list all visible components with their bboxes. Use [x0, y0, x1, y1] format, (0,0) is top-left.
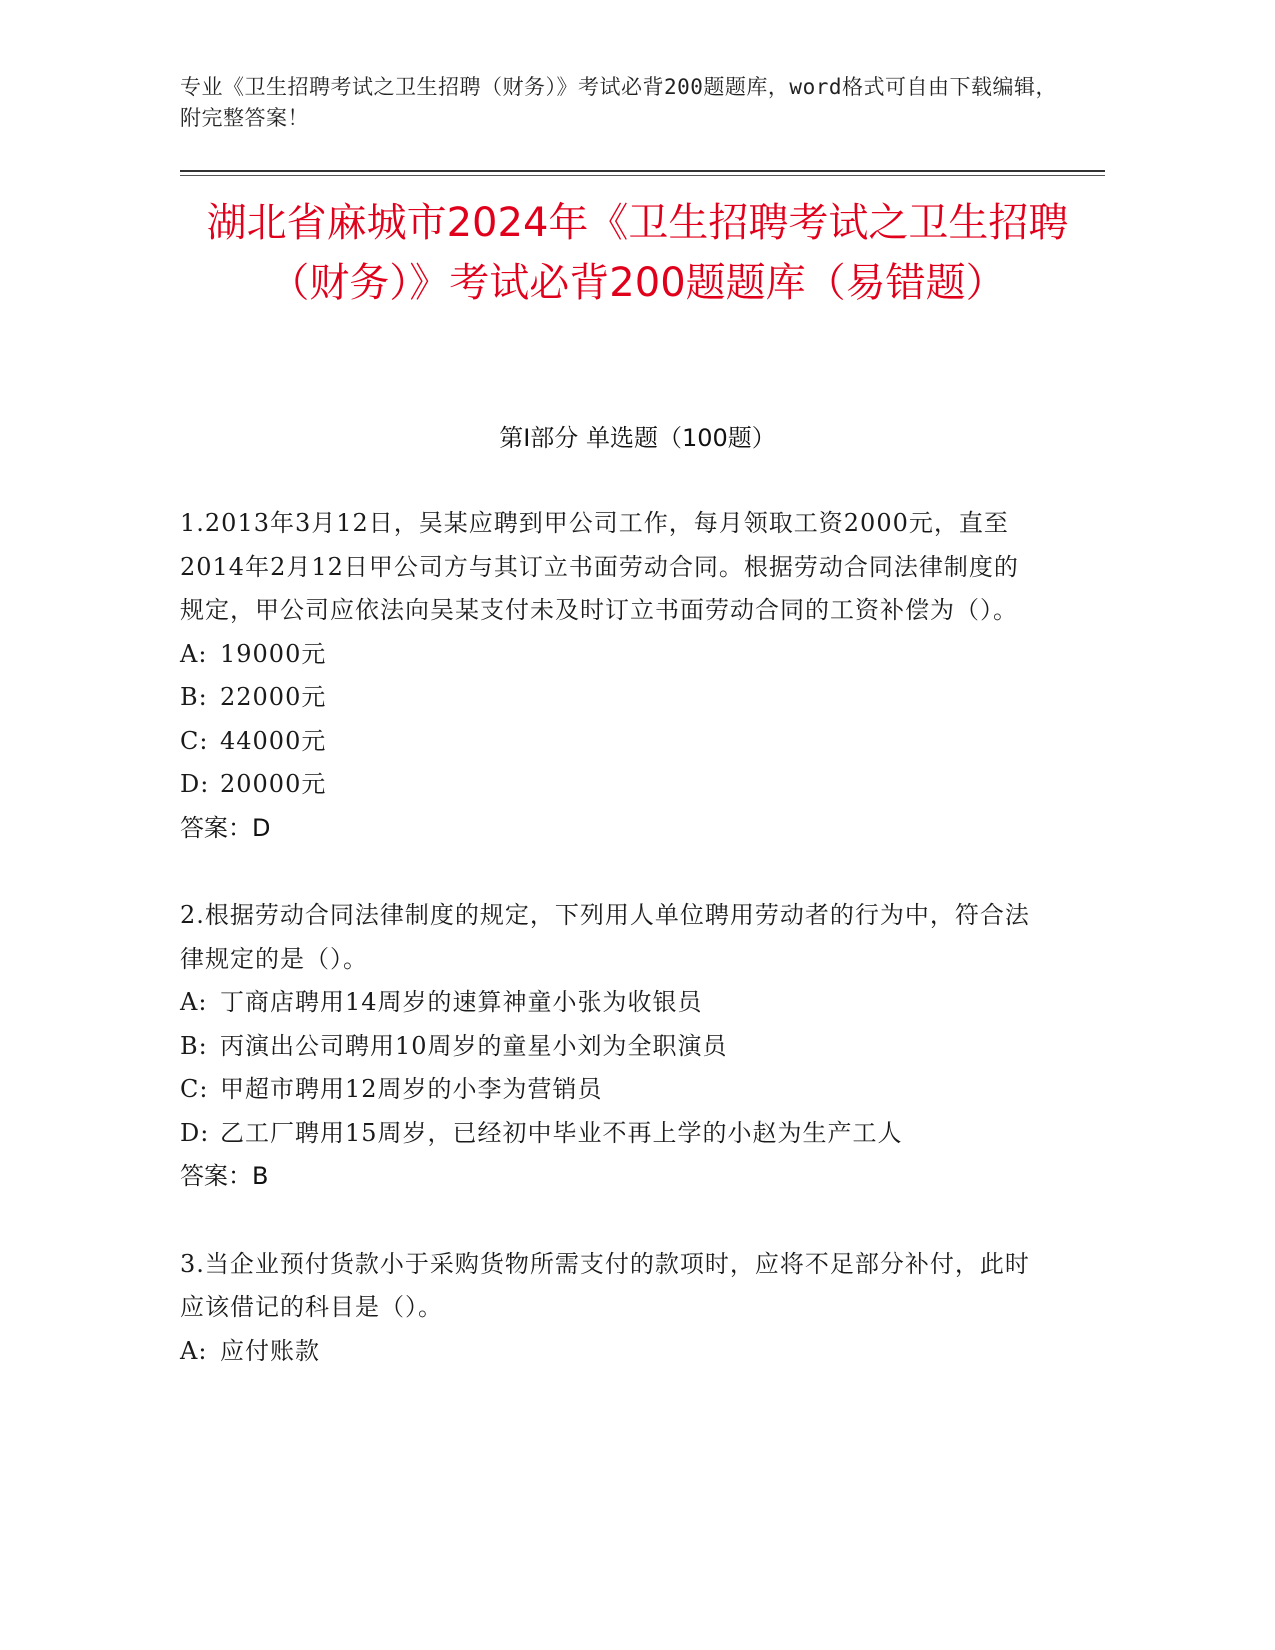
option-text: 甲超市聘用12周岁的小李为营销员: [220, 1075, 603, 1103]
option-text: 20000元: [220, 770, 327, 798]
header-note: 专业《卫生招聘考试之卫生招聘（财务）》考试必背200题题库，word格式可自由下载编辑，附完整答案！: [180, 75, 1057, 130]
option-b: [180, 676, 1040, 720]
question-2: [180, 894, 1040, 1199]
option-d: [180, 763, 1040, 807]
option-letter: C:: [180, 1075, 209, 1103]
option-text: 丙演出公司聘用10周岁的童星小刘为全职演员: [220, 1031, 728, 1060]
option-a: [180, 633, 1040, 677]
option-c: [180, 1068, 1040, 1112]
header-divider-thin: [180, 175, 1105, 176]
option-letter: D:: [180, 1118, 210, 1147]
option-d: [180, 1112, 1040, 1156]
option-text: 44000元: [220, 726, 327, 755]
option-text: 应付账款: [220, 1336, 320, 1365]
option-text: 22000元: [220, 683, 327, 711]
answer-line: 答案：D: [180, 813, 271, 842]
option-text: 乙工厂聘用15周岁，已经初中毕业不再上学的小赵为生产工人: [220, 1118, 903, 1147]
document-title: 湖北省麻城市2024年《卫生招聘考试之卫生招聘（财务）》考试必背200题题库（易错题）: [206, 200, 1069, 306]
answer-line: 答案：B: [180, 1162, 269, 1190]
question-stem: 3.当企业预付货款小于采购货物所需支付的款项时，应将不足部分补付，此时应该借记的科目是（）。: [180, 1249, 1030, 1321]
option-a: [180, 1330, 1040, 1374]
option-letter: B:: [180, 683, 208, 711]
option-text: 19000元: [220, 639, 327, 668]
section-heading: 第I部分 单选题（100题）: [499, 424, 776, 452]
option-b: [180, 1025, 1040, 1069]
question-list: [180, 502, 1040, 1417]
question-1: [180, 502, 1040, 850]
option-letter: A:: [180, 1336, 208, 1365]
option-text: 丁商店聘用14周岁的速算神童小张为收银员: [220, 988, 703, 1016]
option-letter: B:: [180, 1031, 208, 1060]
question-3: [180, 1243, 1040, 1374]
header-divider: [180, 170, 1105, 172]
option-c: [180, 720, 1040, 764]
option-letter: A:: [180, 988, 208, 1016]
option-a: [180, 981, 1040, 1025]
option-letter: C:: [180, 726, 209, 755]
question-stem: 2.根据劳动合同法律制度的规定，下列用人单位聘用劳动者的行为中，符合法律规定的是（）。: [180, 901, 1030, 973]
option-letter: D:: [180, 770, 210, 798]
question-stem: 1.2013年3月12日，吴某应聘到甲公司工作，每月领取工资2000元，直至2014年2月12日甲公司方与其订立书面劳动合同。根据劳动合同法律制度的规定，甲公司应依法向吴某支付未及时订立书面劳动合同的工资补偿为（）。: [180, 509, 1019, 624]
option-letter: A:: [180, 639, 208, 668]
